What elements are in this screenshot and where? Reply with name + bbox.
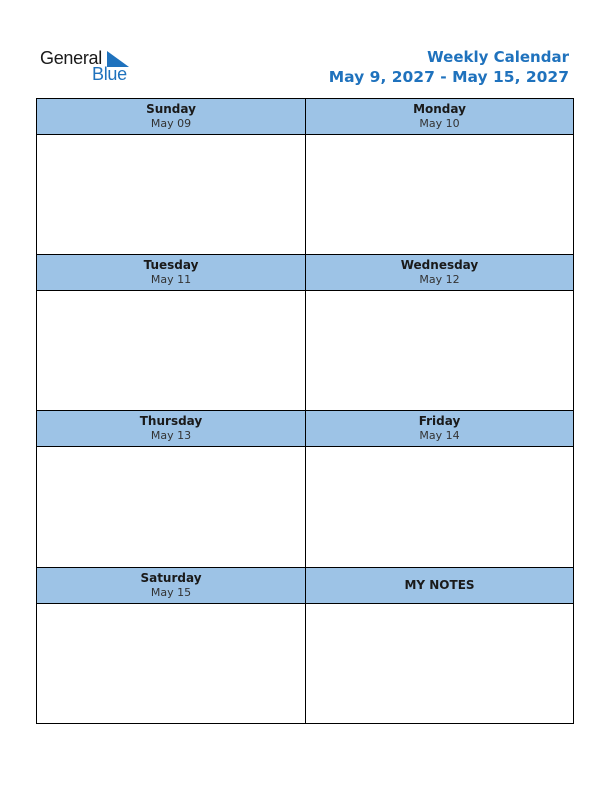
day-cell-friday[interactable] [306, 411, 573, 567]
day-name: Saturday [140, 571, 202, 585]
day-header [37, 411, 305, 447]
brand-logo [40, 47, 140, 87]
day-name: Sunday [146, 102, 196, 116]
day-header [37, 568, 305, 604]
day-date: May 10 [419, 117, 460, 130]
logo-word-general: General [40, 48, 102, 68]
day-date: May 14 [419, 429, 460, 442]
day-header [306, 255, 573, 291]
notes-title: MY NOTES [404, 578, 475, 592]
day-header [306, 411, 573, 447]
day-cell-monday[interactable] [306, 99, 573, 254]
day-cell-thursday[interactable] [37, 411, 305, 567]
day-cell-wednesday[interactable] [306, 255, 573, 410]
day-date: May 15 [150, 586, 192, 599]
date-range: May 9, 2027 - May 15, 2027 [328, 68, 569, 86]
day-header [306, 99, 573, 135]
logo-word-blue: Blue [92, 64, 127, 84]
day-name: Monday [413, 102, 466, 116]
day-date: May 12 [419, 273, 460, 286]
day-date: May 09 [150, 117, 192, 130]
page-title: Weekly Calendar [427, 48, 569, 66]
notes-header [306, 568, 573, 604]
day-name: Friday [418, 414, 461, 428]
day-date: May 11 [150, 273, 192, 286]
day-cell-saturday[interactable] [37, 568, 305, 723]
day-date: May 13 [150, 429, 192, 442]
day-name: Tuesday [143, 258, 199, 272]
day-cell-sunday[interactable] [37, 99, 305, 254]
day-name: Wednesday [400, 258, 479, 272]
day-header [37, 99, 305, 135]
day-cell-tuesday[interactable] [37, 255, 305, 410]
notes-cell[interactable] [306, 568, 573, 723]
day-name: Thursday [139, 414, 203, 428]
day-header [37, 255, 305, 291]
calendar-grid [36, 98, 574, 724]
